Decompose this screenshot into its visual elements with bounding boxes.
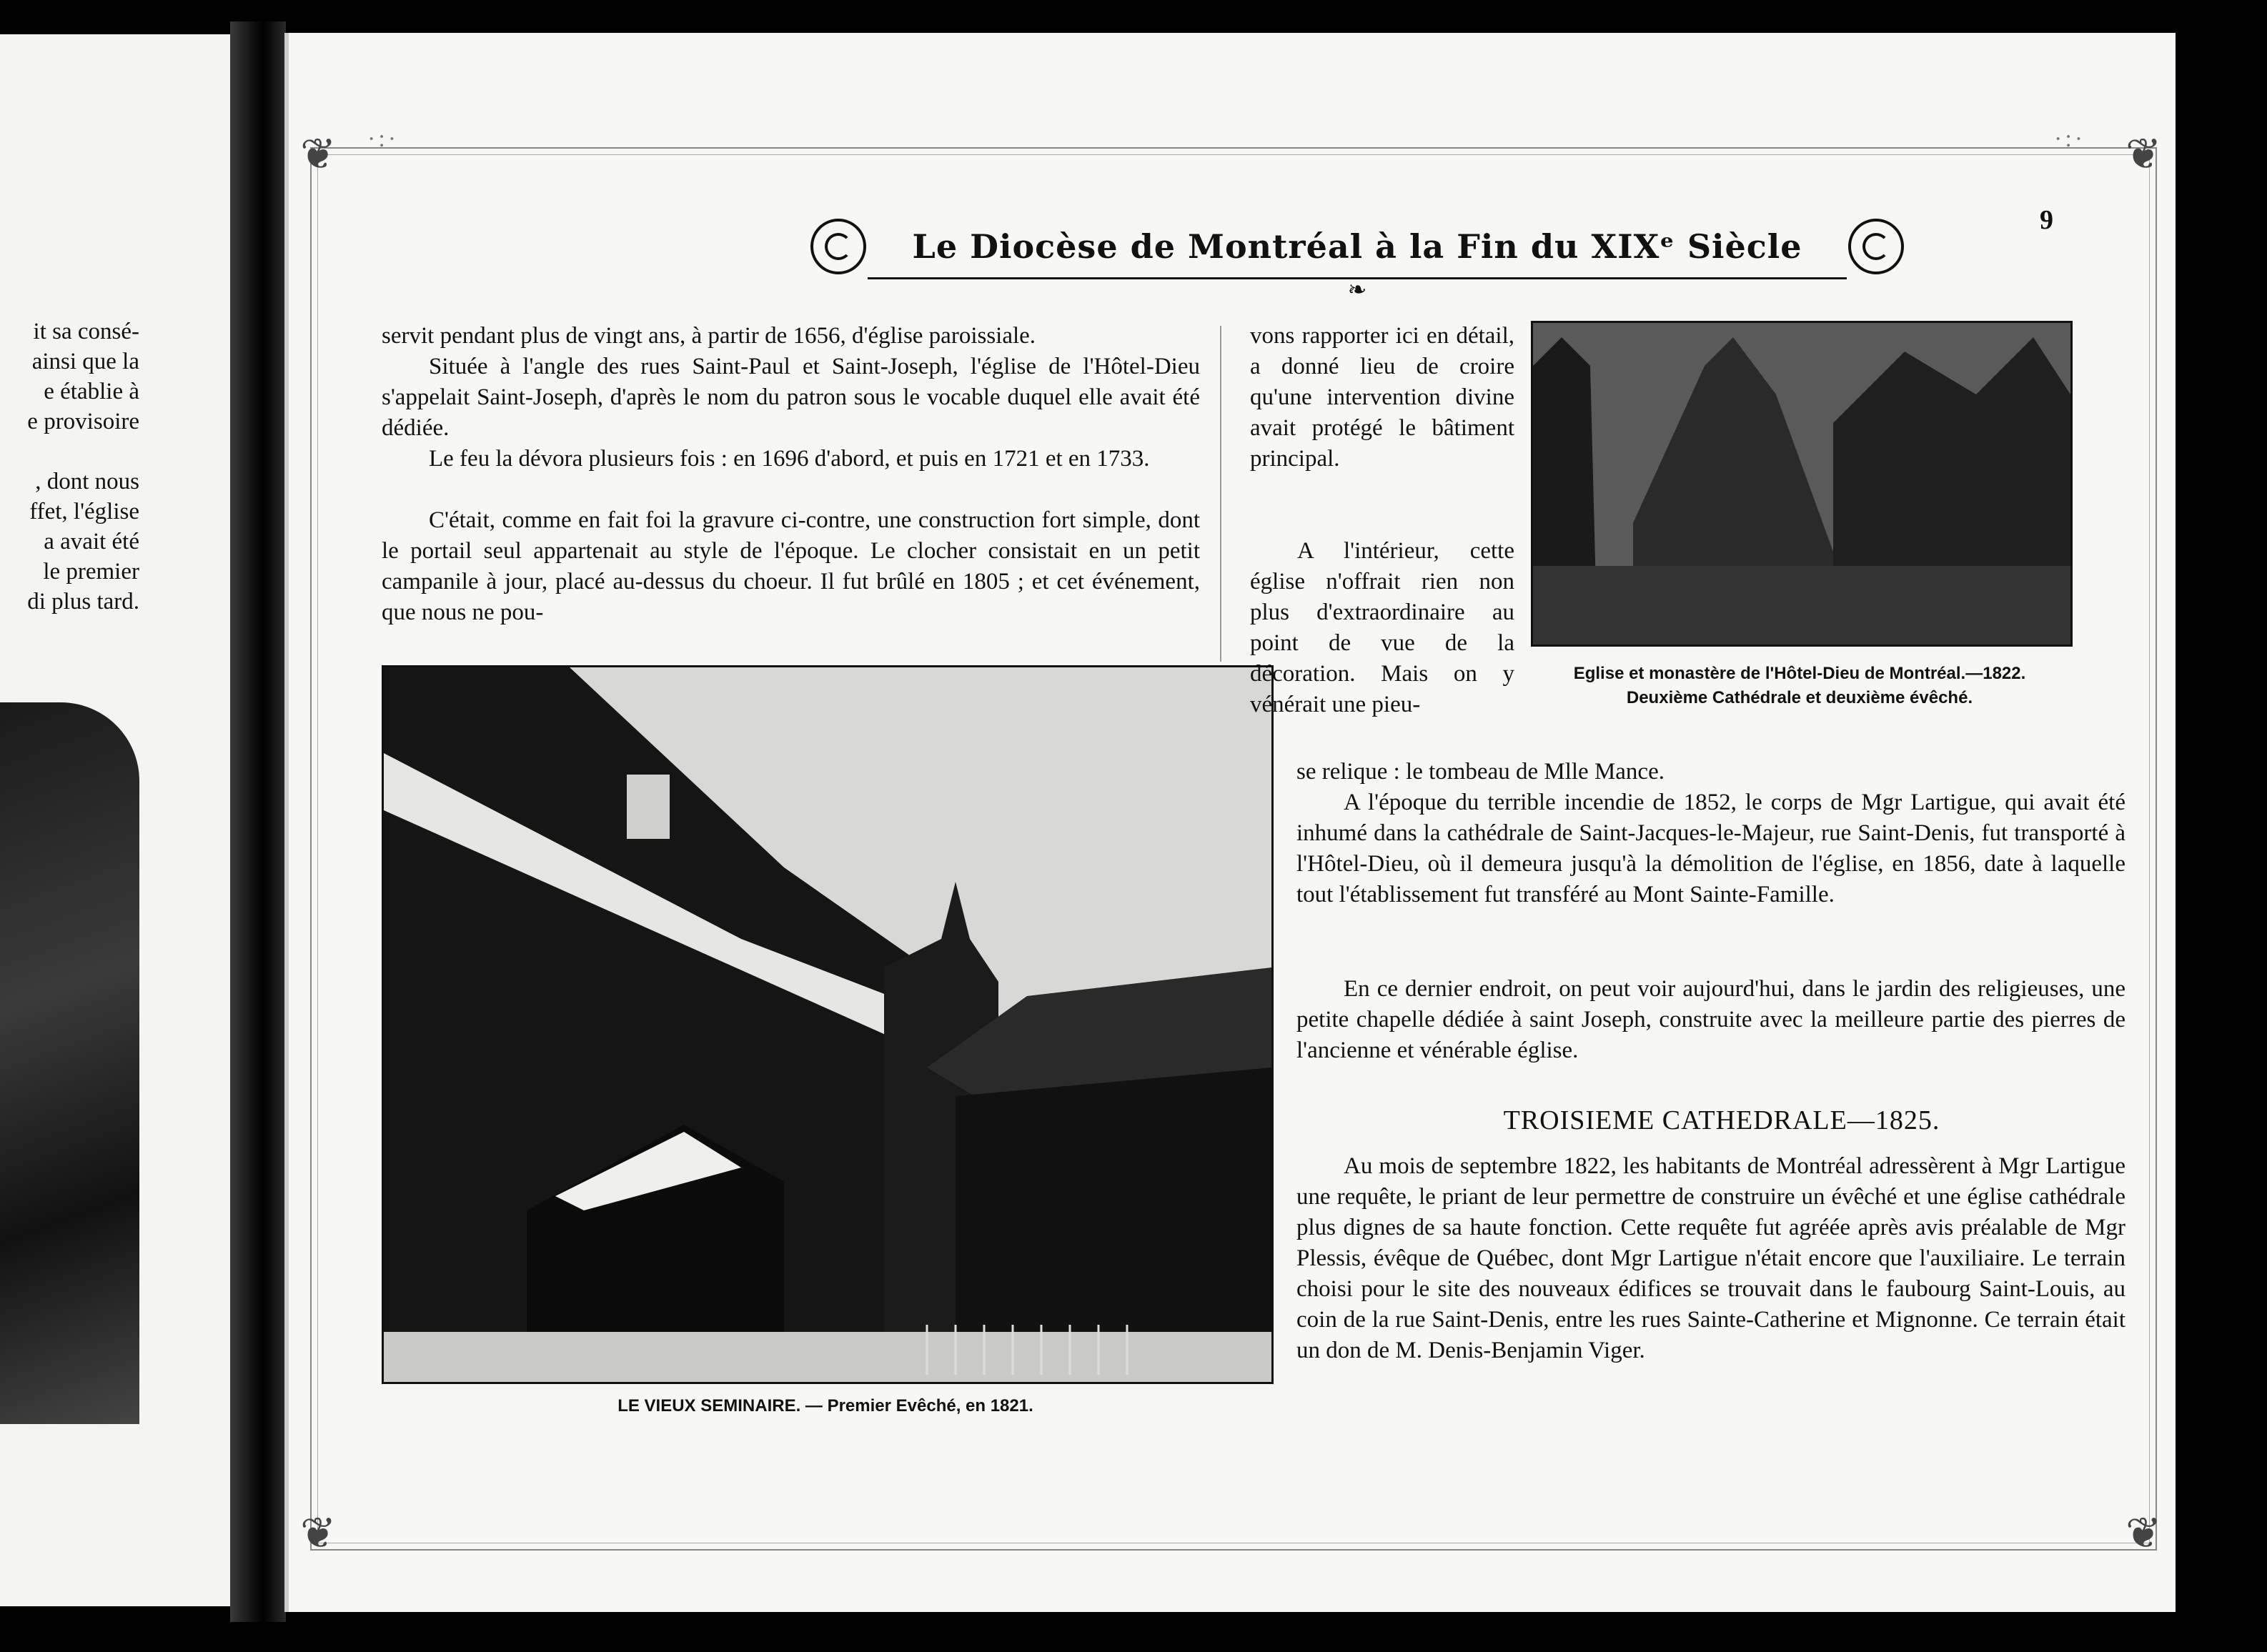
left-page-photo [0,702,139,1424]
section-body: Au mois de septembre 1822, les habitants de Montréal adressèrent à Mgr Lartigue une requête, le priant de leur permettre de construire un évêché et une église cathédrale plus dignes de sa haute fonction. Cette requête fut agréée après avis préalable de Mgr Plessis, évêque de Québec, dont Mgr Lartigue n'était encore que l'auxiliaire. Le terrain choisi pour le site des nouveaux édifices se trouvait dans le faubourg Saint-Louis, au coin de la rue Saint-Denis, entre les rues Sainte-Catherine et Mignonne. Ce terrain était un don de M. Denis-Benjamin Viger. [1296,1153,2125,1363]
seminary-photo [382,665,1274,1384]
left-line: ffet, l'église [29,499,139,524]
right-page [284,33,2176,1612]
rule-ornament-icon: ·:· [2054,126,2086,152]
corner-ornament-icon: ❦ [2125,1510,2162,1557]
left-line: le premier [43,559,139,584]
col1-paragraph: servit pendant plus de vingt ans, à partir de 1656, d'église paroissiale. [382,323,1036,349]
page-number: 9 [2040,205,2053,235]
col1-paragraph: C'était, comme en fait foi la gravure ci-contre, une construction fort simple, dont le portail seul appartenait au style de l'époque. Le clocher consistait en un petit campanile à jour, placé au-dessus du choeur. Il fut brûlé en 1805 ; et cet événement, que nous ne pou- [382,507,1200,625]
seminary-photo-image [384,667,1271,1382]
left-line: e établie à [44,379,139,404]
hotel-dieu-photo-image [1533,323,2070,645]
corner-ornament-icon: ❦ [300,131,337,178]
column-divider [1220,326,1221,662]
col2-paragraph: A l'époque du terrible incendie de 1852, le corps de Mgr Lartigue, qui avait été inhumé dans la cathédrale de Saint-Jacques-le-Majeur, rue Saint-Denis, fut transporté à l'Hôtel-Dieu, où il demeura jusqu'à la démolition de l'église, en 1856, date à laquelle tout l'établissement fut transféré au Mont Sainte-Famille. [1296,790,2125,907]
left-line: e provisoire [27,409,139,434]
left-line: ainsi que la [31,349,139,374]
left-line: , dont nous [35,469,139,494]
section-heading: TROISIEME CATHEDRALE—1825. [1503,1105,1940,1135]
col1-paragraph: Le feu la dévora plusieurs fois : en 1696 d'abord, et puis en 1721 et en 1733. [429,446,1150,472]
left-line: it sa consé- [33,319,139,344]
hotel-dieu-caption-line: Eglise et monastère de l'Hôtel-Dieu de Montréal.—1822. [1573,664,2026,683]
hotel-dieu-caption-line: Deuxième Cathédrale et deuxième évêché. [1626,688,1973,707]
left-line: di plus tard. [27,589,139,614]
left-line: a avait été [44,529,139,554]
left-page [0,34,230,1606]
header-title: Le Diocèse de Montréal à la Fin du XIXᵉ Siècle [912,227,1802,266]
hotel-dieu-caption [1524,662,2075,710]
left-line [0,437,139,467]
book-gutter [230,21,286,1622]
col2-paragraph: se relique : le tombeau de Mlle Mance. [1296,759,1665,785]
hotel-dieu-photo [1531,321,2073,647]
running-header [810,199,1904,302]
col1-paragraph: Située à l'angle des rues Saint-Paul et Saint-Joseph, l'église de l'Hôtel-Dieu s'appelait Saint-Joseph, d'après le nom du patron sous le vocable duquel elle avait été dédiée. [382,354,1200,441]
rule-ornament-icon: ·:· [367,126,400,152]
left-page-text [0,317,139,617]
corner-ornament-icon: ❦ [300,1510,337,1557]
corner-ornament-icon: ❦ [2125,131,2162,178]
header-ornament-icon: ❧ [1347,277,1367,302]
col2-narrow-paragraph: vons rapporter ici en détail, a donné lieu de croire qu'une intervention divine avait protégé le bâtiment principal. [1250,323,1514,472]
col2-narrow-paragraph: A l'intérieur, cette église n'offrait rien non plus d'extraordinaire au point de vue de la décoration. Mais on y vénérait une pieu- [1250,538,1514,717]
col2-paragraph: En ce dernier endroit, on peut voir aujourd'hui, dans le jardin des religieuses, une petite chapelle dédiée à saint Joseph, construite avec la meilleure partie des pierres de l'ancienne et vénérable église. [1296,976,2125,1063]
seminary-caption: LE VIEUX SEMINAIRE. — Premier Evêché, en 1821. [617,1396,1033,1415]
